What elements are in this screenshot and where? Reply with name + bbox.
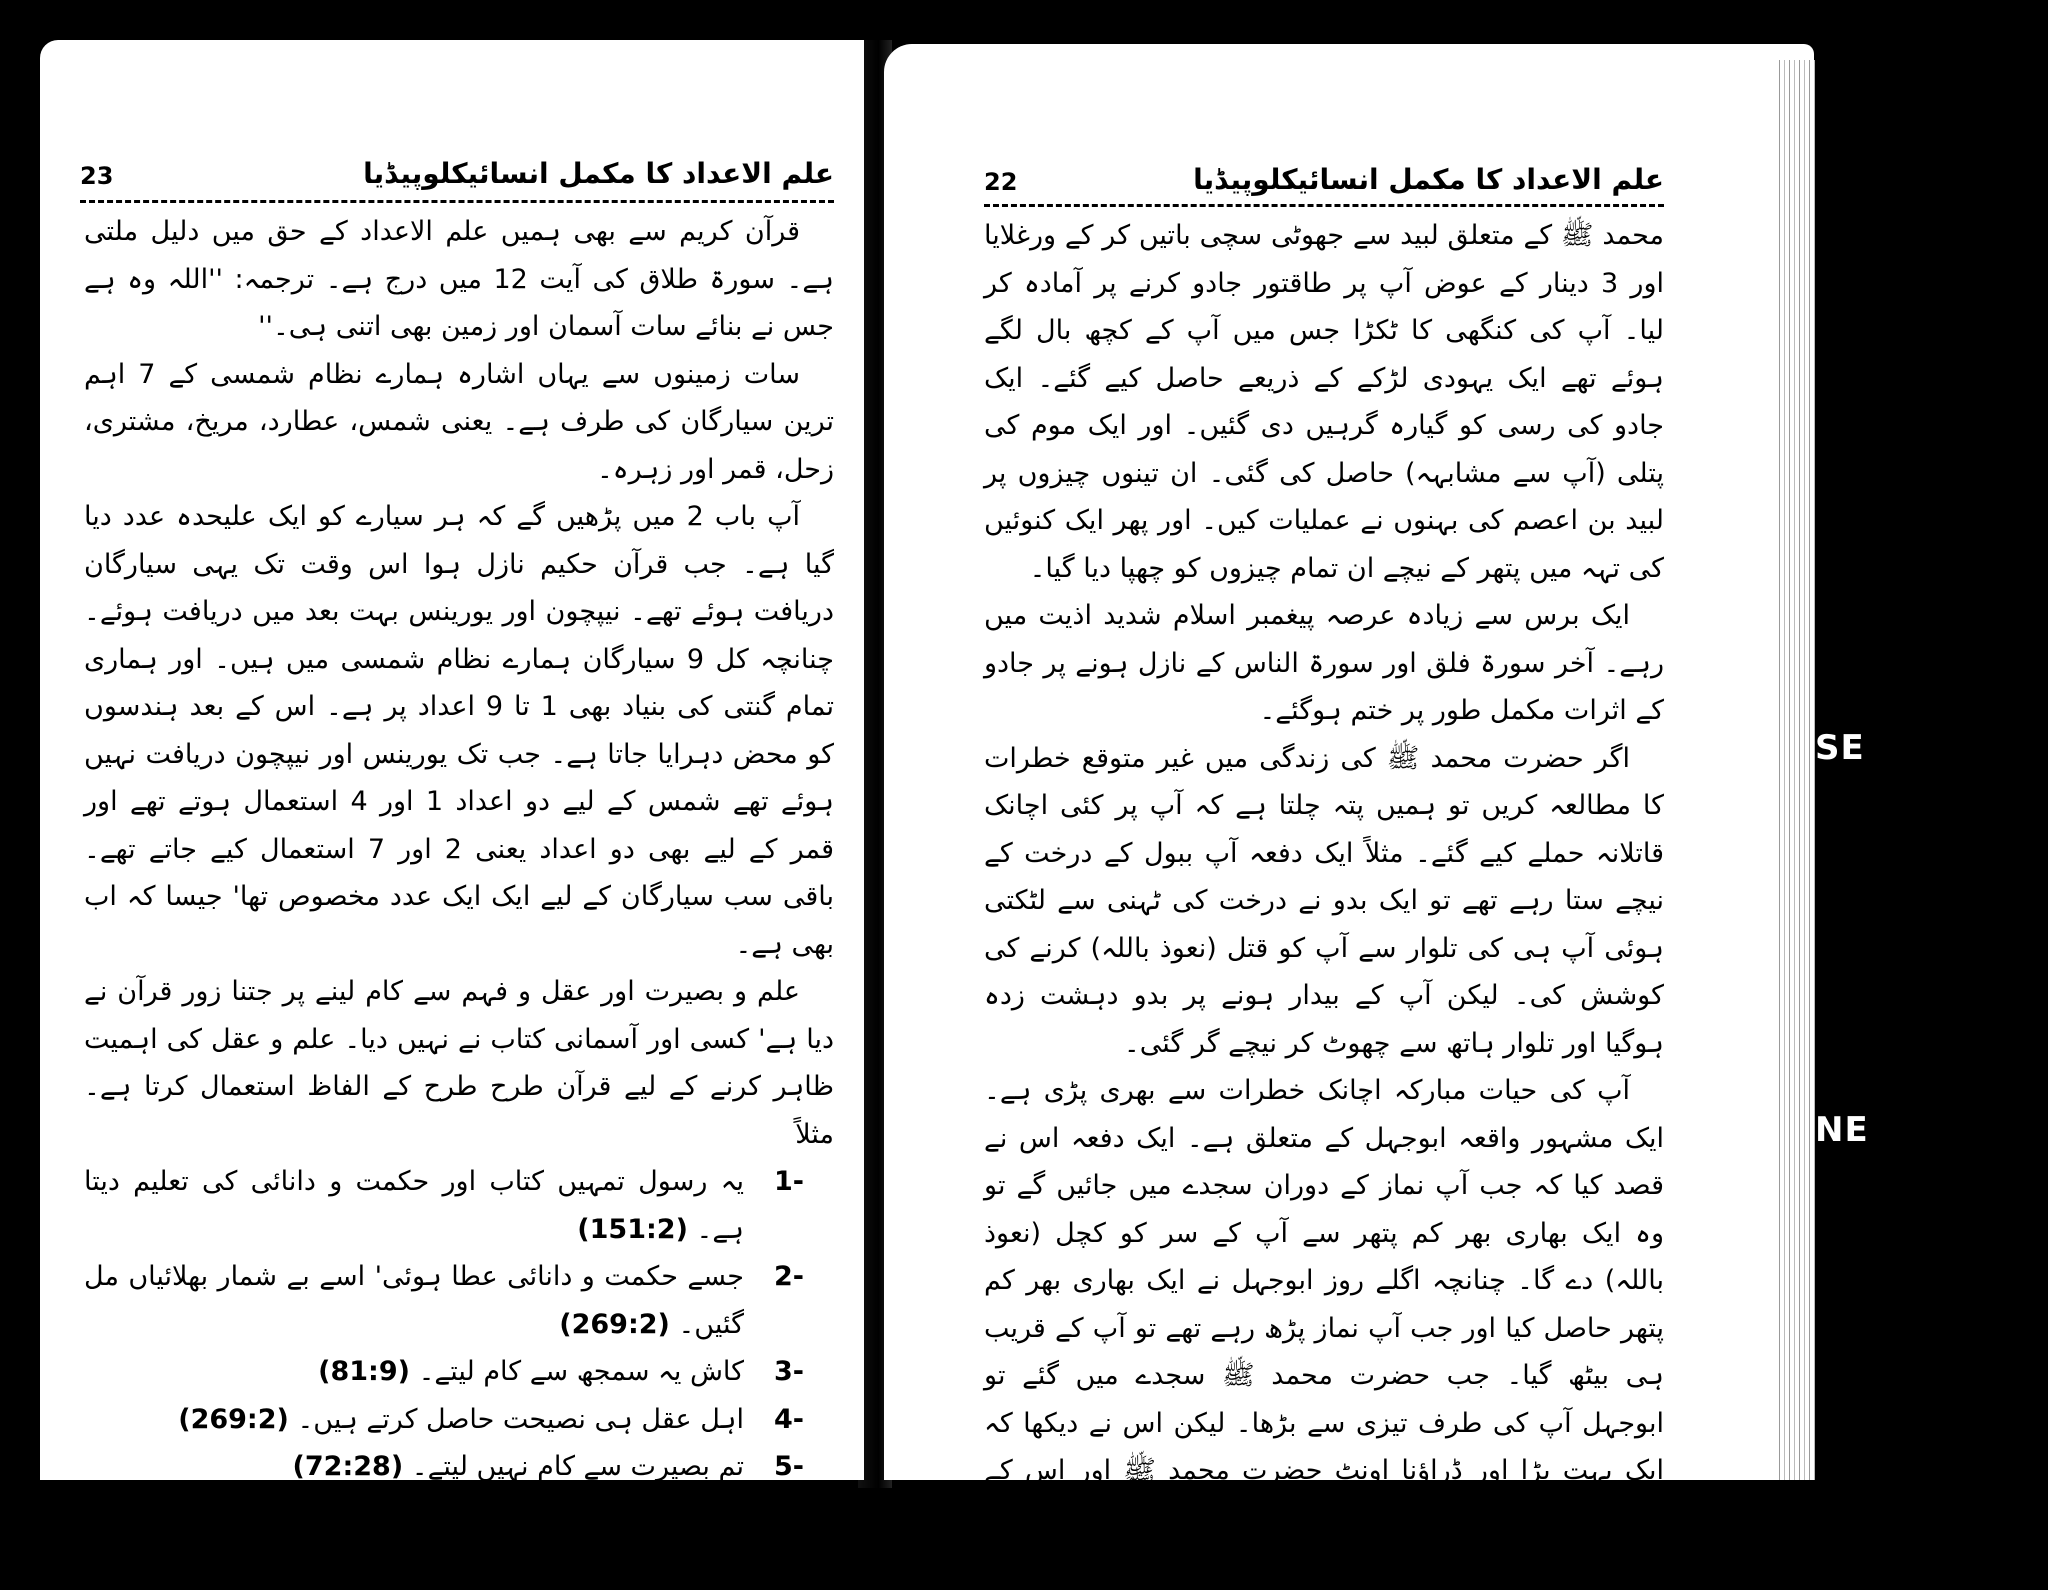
list-item [84,1443,834,1491]
left-page-running-title: علم الاعداد کا مکمل انسائیکلوپیڈیا [363,157,834,190]
list-item [84,1253,834,1348]
list-item [84,1348,834,1396]
quran-verse-list [84,1158,834,1538]
background-text-fragment: SE [1815,728,1865,768]
left-page [40,40,864,1530]
left-paragraph-3: آپ باب 2 میں پڑھیں گے کہ ہر سیارے کو ایک علیحدہ عدد دیا گیا ہے۔ جب قرآن حکیم نازل ہوا اس وقت تک یہی سیارگان دریافت ہوئے تھے۔ نیپچون اور یورینس بہت بعد میں دریافت ہوئے۔ چنانچہ کل 9 سیارگان ہمارے نظام شمسی میں ہیں۔ اور ہماری تمام گنتی کی بنیاد بھی 1 تا 9 اعداد پر ہے۔ اس کے بعد ہندسوں کو محض دہرایا جاتا ہے۔ جب تک یورینس اور نیپچون دریافت نہیں ہوئے تھے شمس کے لیے دو اعداد 1 اور 4 استعمال ہوتے تھے اور قمر کے لیے بھی دو اعداد یعنی 2 اور 7 استعمال کیے جاتے تھے۔ باقی سب سیارگان کے لیے ایک ایک عدد مخصوص تھا' جیسا کہ اب بھی ہے۔ [84,501,835,960]
list-item-text: جسے حکمت و دانائی عطا ہوئی' اسے بے شمار بھلائیاں مل گئیں۔ [84,1261,744,1340]
left-page-header [80,144,834,190]
left-paragraph-2: سات زمینوں سے یہاں اشارہ ہمارے نظام شمسی کے 7 اہم ترین سیارگان کی طرف ہے۔ یعنی شمس، عطارد، مریخ، مشتری، زحل، قمر اور زہرہ۔ [84,358,834,485]
list-item-number: -4 [773,1403,804,1435]
verse-reference: (81:9) [318,1356,410,1387]
list-item [84,1158,834,1253]
verse-reference: (9:2) [349,1498,423,1530]
verse-reference: (269:2) [559,1308,670,1340]
right-header-rule [984,204,1664,207]
list-item [84,1491,834,1539]
left-page-body [84,208,834,1538]
page-edges [1775,60,1815,1480]
verse-reference: (151:2) [577,1213,688,1245]
list-item-number: -5 [773,1451,804,1482]
list-item-number: -6 [773,1498,804,1530]
right-page-body [984,212,1664,1590]
list-item-text: اہل عقل ہی نصیحت حاصل کرتے ہیں۔ [297,1403,744,1435]
list-item [84,1396,834,1444]
right-paragraph-4: آپ کی حیات مبارکہ اچانک خطرات سے بھری پڑی ہے۔ ایک مشہور واقعہ ابوجہل کے متعلق ہے۔ ایک دفعہ اس نے قصد کیا کہ جب آپ نماز کے دوران سجدے میں جائیں گے تو وہ ایک بھاری بھر کم پتھر سے آپ کے سر کو کچل (نعوذ باللہ) دے گا۔ چنانچہ اگلے روز ابوجہل نے ایک بھاری بھر کم پتھر حاصل کیا اور جب آپ نماز پڑھ رہے تھے تو آپ کے قریب ہی بیٹھ گیا۔ جب حضرت محمد ﷺ سجدے میں گئے تو ابوجہل آپ کی طرف تیزی سے بڑھا۔ لیکن اس نے دیکھا کہ ایک بہت بڑا اور ڈراؤنا اونٹ حضرت محمد ﷺ اور اس کے درمیان موجود ہے۔ خوف سے ابوجہل کانپنے لگا۔ دہشت سے اس کا چہرہ کالا پڑ گیا۔ وہ واپس مڑا اور پتھر پھینک دیا۔ [984,1075,1664,1581]
right-paragraph-1: محمد ﷺ کے متعلق لبید سے جھوٹی سچی باتیں کر کے ورغلایا اور 3 دینار کے عوض آپ پر طاقتور جادو کرنے پر آمادہ کر لیا۔ آپ کی کنگھی کا ٹکڑا جس میں آپ کے کچھ بال لگے ہوئے تھے ایک یہودی لڑکے کے ذریعے حاصل کیے گئے۔ ایک جادو کی رسی کو گیارہ گرہیں دی گئیں۔ اور ایک موم کی پتلی (آپ سے مشابہہ) حاصل کی گئی۔ ان تینوں چیزوں پر لبید بن اعصم کی بہنوں نے عملیات کیں۔ اور پھر ایک کنوئیں کی تہہ میں پتھر کے نیچے ان تمام چیزوں کو چھپا دیا گیا۔ [984,220,1664,584]
left-paragraph-4: علم و بصیرت اور عقل و فہم سے کام لینے پر جتنا زور قرآن نے دیا ہے' کسی اور آسمانی کتاب نے نہیں دیا۔ علم و عقل کی اہمیت ظاہر کرنے کے لیے قرآن طرح طرح کے الفاظ استعمال کرتا ہے۔ مثلاً [84,976,834,1150]
background-text-fragment: NE [1815,1110,1869,1150]
list-item-text: کاش یہ سمجھ سے کام لیتے۔ [418,1356,744,1387]
verse-reference: (269:2) [178,1403,289,1435]
right-paragraph-2: ایک برس سے زیادہ عرصہ پیغمبر اسلام شدید اذیت میں رہے۔ آخر سورۃ فلق اور سورۃ الناس کے نازل ہونے پر جادو کے اثرات مکمل طور پر ختم ہوگئے۔ [984,600,1664,726]
list-item-text: یہ رسول تمہیں کتاب اور حکمت و دانائی کی تعلیم دیتا ہے۔ [84,1166,744,1245]
right-page-running-title: علم الاعداد کا مکمل انسائیکلوپیڈیا [1193,163,1664,196]
left-paragraph-1: قرآن کریم سے بھی ہمیں علم الاعداد کے حق میں دلیل ملتی ہے۔ سورۃ طلاق کی آیت 12 میں درج ہے۔ ترجمہ: ''اللہ وہ ہے جس نے بنائے سات آسمان اور زمین بھی اتنی ہی۔'' [84,216,834,342]
list-item-text: تم بصیرت سے کام نہیں لیتے۔ [411,1451,744,1482]
right-paragraph-3: اگر حضرت محمد ﷺ کی زندگی میں غیر متوقع خطرات کا مطالعہ کریں تو ہمیں پتہ چلتا ہے کہ آپ پر کئی اچانک قاتلانہ حملے کیے گئے۔ مثلاً ایک دفعہ آپ ببول کے درخت کے نیچے ستا رہے تھے تو ایک بدو نے درخت کی ٹہنی سے لٹکتی ہوئی آپ ہی کی تلوار سے آپ کو قتل (نعوذ باللہ) کرنے کی کوشش کی۔ لیکن آپ کے بیدار ہونے پر بدو دہشت زدہ ہوگیا اور تلوار ہاتھ سے چھوٹ کر نیچے گر گئی۔ [984,742,1664,1059]
list-item-number: -3 [773,1356,804,1387]
left-header-rule [80,200,834,203]
right-page [884,44,1814,1581]
list-item-text: یہ شعور سے کام نہیں لیتے۔ [430,1498,744,1530]
list-item-number: -1 [773,1166,804,1197]
right-page-number: 22 [984,168,1018,196]
left-page-number: 23 [80,162,114,190]
list-item-number: -2 [773,1261,804,1292]
right-page-header [984,150,1664,196]
verse-reference: (72:28) [292,1451,404,1482]
